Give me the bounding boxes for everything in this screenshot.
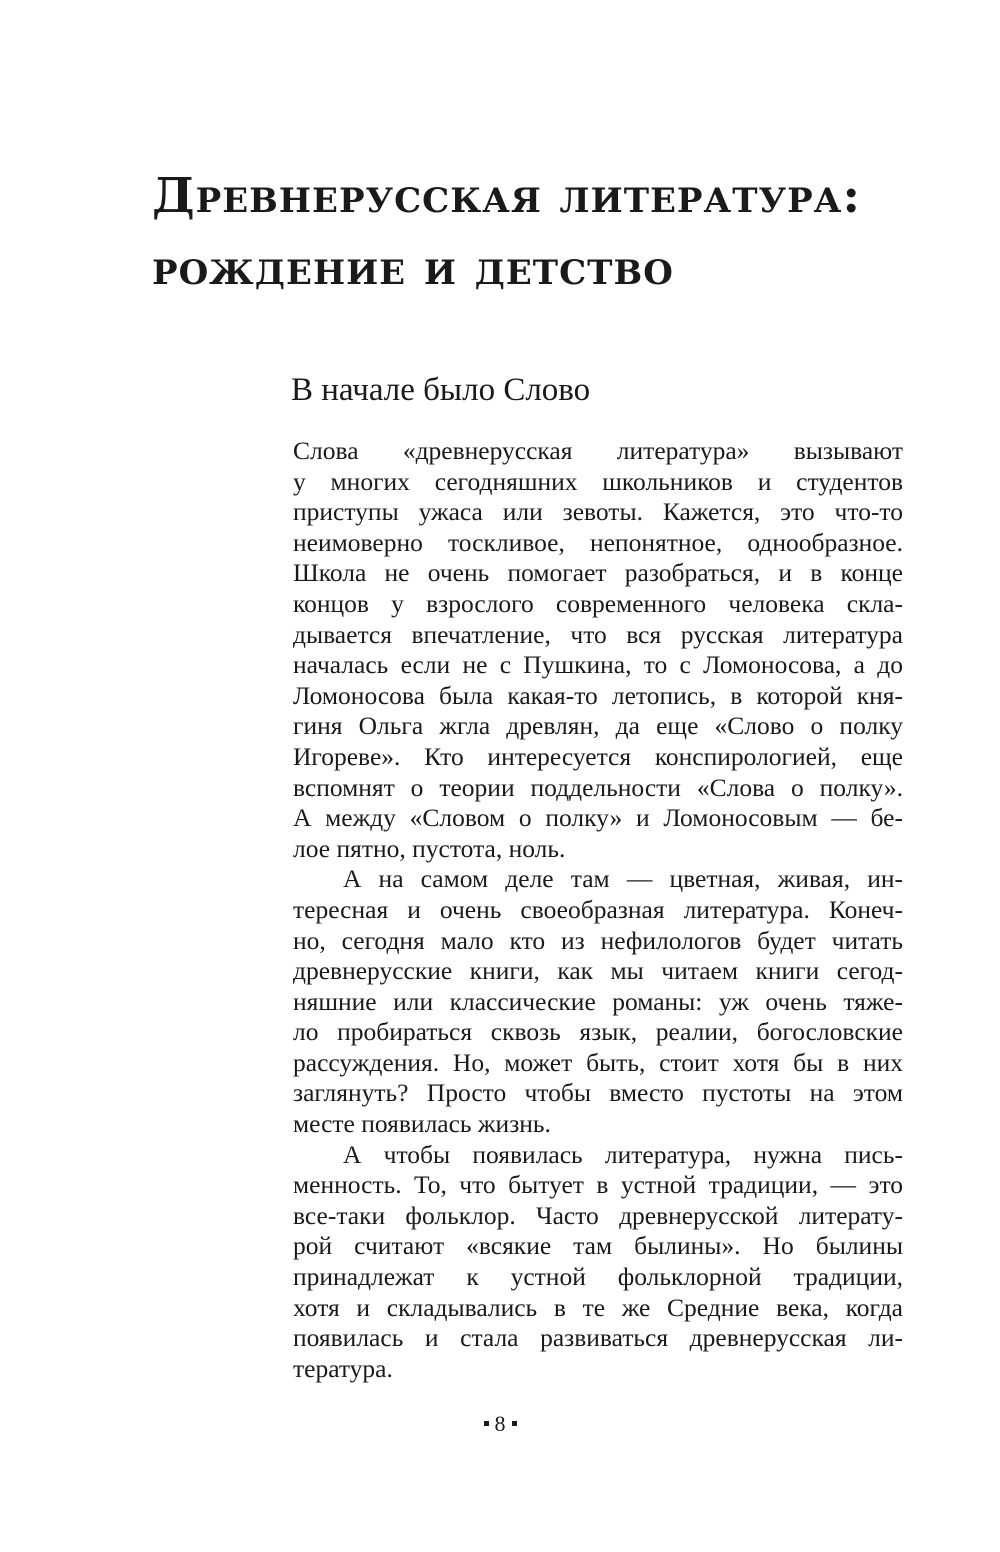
text-line: дывается впечатление, что вся русская литература	[293, 619, 903, 649]
text-line: вспомнят о теории поддельности «Слова о полку».	[293, 772, 903, 802]
paragraph	[293, 864, 903, 1139]
chapter-title	[152, 160, 912, 304]
text-line: А между «Словом о полку» и Ломоносовым — бе-	[293, 803, 903, 833]
text-line: рассуждения. Но, может быть, стоит хотя бы в них	[293, 1047, 903, 1077]
page-number-left-ornament	[484, 1421, 489, 1426]
text-line: А на самом деле там — цветная, живая, ин-	[343, 864, 903, 894]
paragraph	[293, 436, 903, 864]
page-footer	[0, 1410, 1000, 1438]
body-text	[293, 436, 903, 1384]
text-line: ло пробираться сквозь язык, реалии, богословские	[293, 1017, 903, 1047]
text-line: появилась и стала развиваться древнерусская ли-	[293, 1323, 903, 1353]
text-line: все-таки фольклор. Часто древнерусской литерату-	[293, 1200, 903, 1230]
page-number: 8	[494, 1411, 506, 1436]
text-line: принадлежат к устной фольклорной традиции,	[293, 1262, 903, 1292]
text-line: тересная и очень своеобразная литература. Конеч-	[293, 894, 903, 924]
text-line: заглянуть? Просто чтобы вместо пустоты на этом	[293, 1078, 903, 1108]
chapter-title-line-1: Древнерусская литература:	[152, 168, 862, 224]
text-line: Слова «древнерусская литература» вызывают	[293, 436, 903, 465]
text-line: тература.	[293, 1353, 393, 1383]
text-line: гиня Ольга жгла древлян, да еще «Слово о полку	[293, 711, 903, 741]
text-line: месте появилась жизнь.	[293, 1109, 551, 1139]
text-line: приступы ужаса или зевоты. Кажется, это что-то	[293, 497, 903, 527]
text-line: Школа не очень помогает разобраться, и в конце	[293, 558, 903, 588]
text-line: Игореве». Кто интересуется конспирологией, еще	[293, 741, 903, 771]
text-line: неимоверно тоскливое, непонятное, однообразное.	[293, 527, 903, 557]
text-line: началась если не с Пушкина, то с Ломоносова, а до	[293, 650, 903, 680]
text-line: менность. То, что бытует в устной традиции, — это	[293, 1170, 903, 1200]
text-line: древнерусские книги, как мы читаем книги сегод-	[293, 956, 903, 986]
text-line: у многих сегодняшних школьников и студентов	[293, 466, 903, 496]
section-title: В начале было Слово	[291, 372, 591, 408]
text-line: А чтобы появилась литература, нужна пись-	[343, 1139, 903, 1169]
chapter-title-line-2: рождение и детство	[152, 240, 674, 296]
text-line: няшние или классические романы: уж очень тяже-	[293, 986, 903, 1016]
paragraph	[293, 1140, 903, 1385]
text-line: лое пятно, пустота, ноль.	[293, 833, 566, 863]
text-line: но, сегодня мало кто из нефилологов будет читать	[293, 925, 903, 955]
page-number-right-ornament	[512, 1421, 517, 1426]
text-line: рой считают «всякие там былины». Но былины	[293, 1231, 903, 1261]
text-line: хотя и складывались в те же Средние века, когда	[293, 1292, 903, 1322]
text-line: концов у взрослого современного человека скла-	[293, 588, 903, 618]
text-line: Ломоносова была какая-то летопись, в которой кня-	[293, 680, 903, 710]
